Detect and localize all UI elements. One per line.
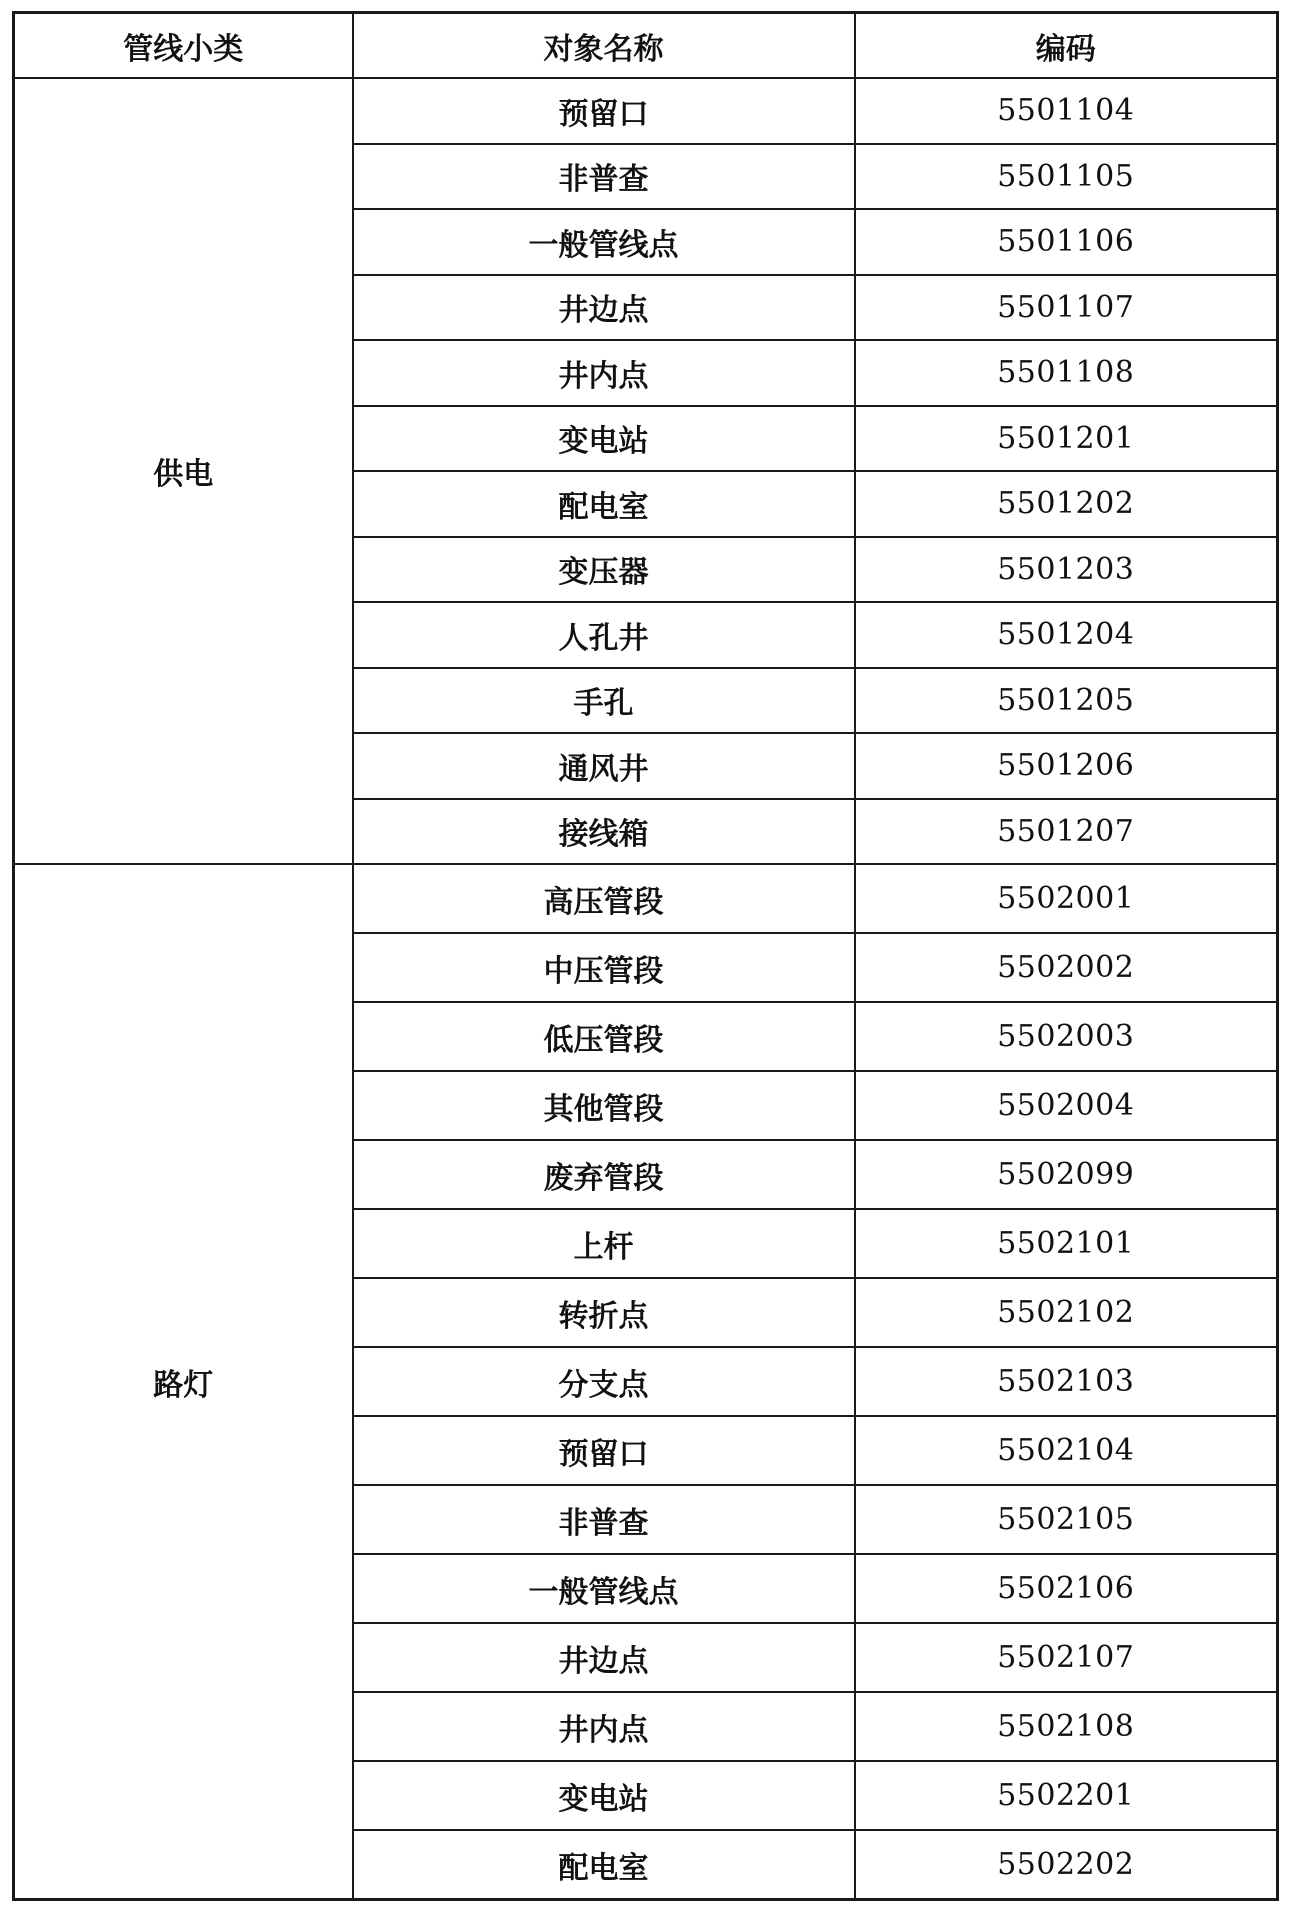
table-header <box>14 13 1278 79</box>
code-cell: 5501206 <box>855 733 1278 799</box>
code-cell: 5502201 <box>855 1761 1278 1830</box>
object-name-cell: 通风井 <box>353 733 855 799</box>
code-cell: 5502099 <box>855 1140 1278 1209</box>
object-name-cell: 井边点 <box>353 1623 855 1692</box>
object-name-cell: 井内点 <box>353 1692 855 1761</box>
category-cell: 供电 <box>14 78 353 864</box>
code-cell: 5501205 <box>855 668 1278 734</box>
code-cell: 5501108 <box>855 340 1278 406</box>
object-name-cell: 分支点 <box>353 1347 855 1416</box>
category-cell: 路灯 <box>14 864 353 1900</box>
object-name-cell: 高压管段 <box>353 864 855 933</box>
header-object-name: 对象名称 <box>353 13 855 79</box>
code-cell: 5502108 <box>855 1692 1278 1761</box>
code-cell: 5502004 <box>855 1071 1278 1140</box>
code-cell: 5502105 <box>855 1485 1278 1554</box>
code-cell: 5502003 <box>855 1002 1278 1071</box>
object-name-cell: 非普查 <box>353 144 855 210</box>
object-name-cell: 一般管线点 <box>353 1554 855 1623</box>
code-cell: 5501105 <box>855 144 1278 210</box>
object-name-cell: 配电室 <box>353 1830 855 1900</box>
code-cell: 5501201 <box>855 406 1278 472</box>
code-cell: 5502106 <box>855 1554 1278 1623</box>
pipeline-code-table <box>12 11 1279 1901</box>
code-cell: 5502104 <box>855 1416 1278 1485</box>
code-cell: 5502103 <box>855 1347 1278 1416</box>
code-cell: 5501104 <box>855 78 1278 144</box>
object-name-cell: 人孔井 <box>353 602 855 668</box>
object-name-cell: 接线箱 <box>353 799 855 865</box>
table-row <box>14 864 1278 933</box>
object-name-cell: 井边点 <box>353 275 855 341</box>
object-name-cell: 井内点 <box>353 340 855 406</box>
object-name-cell: 其他管段 <box>353 1071 855 1140</box>
object-name-cell: 手孔 <box>353 668 855 734</box>
code-cell: 5501202 <box>855 471 1278 537</box>
table-body <box>14 78 1278 1900</box>
table-row <box>14 78 1278 144</box>
code-cell: 5502002 <box>855 933 1278 1002</box>
code-cell: 5501107 <box>855 275 1278 341</box>
object-name-cell: 中压管段 <box>353 933 855 1002</box>
code-cell: 5502107 <box>855 1623 1278 1692</box>
object-name-cell: 变压器 <box>353 537 855 603</box>
code-cell: 5502202 <box>855 1830 1278 1900</box>
code-cell: 5502001 <box>855 864 1278 933</box>
header-row <box>14 13 1278 79</box>
object-name-cell: 预留口 <box>353 1416 855 1485</box>
code-cell: 5502102 <box>855 1278 1278 1347</box>
object-name-cell: 废弃管段 <box>353 1140 855 1209</box>
code-cell: 5501207 <box>855 799 1278 865</box>
object-name-cell: 配电室 <box>353 471 855 537</box>
object-name-cell: 变电站 <box>353 1761 855 1830</box>
code-cell: 5501203 <box>855 537 1278 603</box>
code-cell: 5501106 <box>855 209 1278 275</box>
code-cell: 5501204 <box>855 602 1278 668</box>
object-name-cell: 变电站 <box>353 406 855 472</box>
object-name-cell: 一般管线点 <box>353 209 855 275</box>
header-category: 管线小类 <box>14 13 353 79</box>
object-name-cell: 低压管段 <box>353 1002 855 1071</box>
object-name-cell: 转折点 <box>353 1278 855 1347</box>
header-code: 编码 <box>855 13 1278 79</box>
object-name-cell: 非普查 <box>353 1485 855 1554</box>
code-cell: 5502101 <box>855 1209 1278 1278</box>
object-name-cell: 上杆 <box>353 1209 855 1278</box>
object-name-cell: 预留口 <box>353 78 855 144</box>
